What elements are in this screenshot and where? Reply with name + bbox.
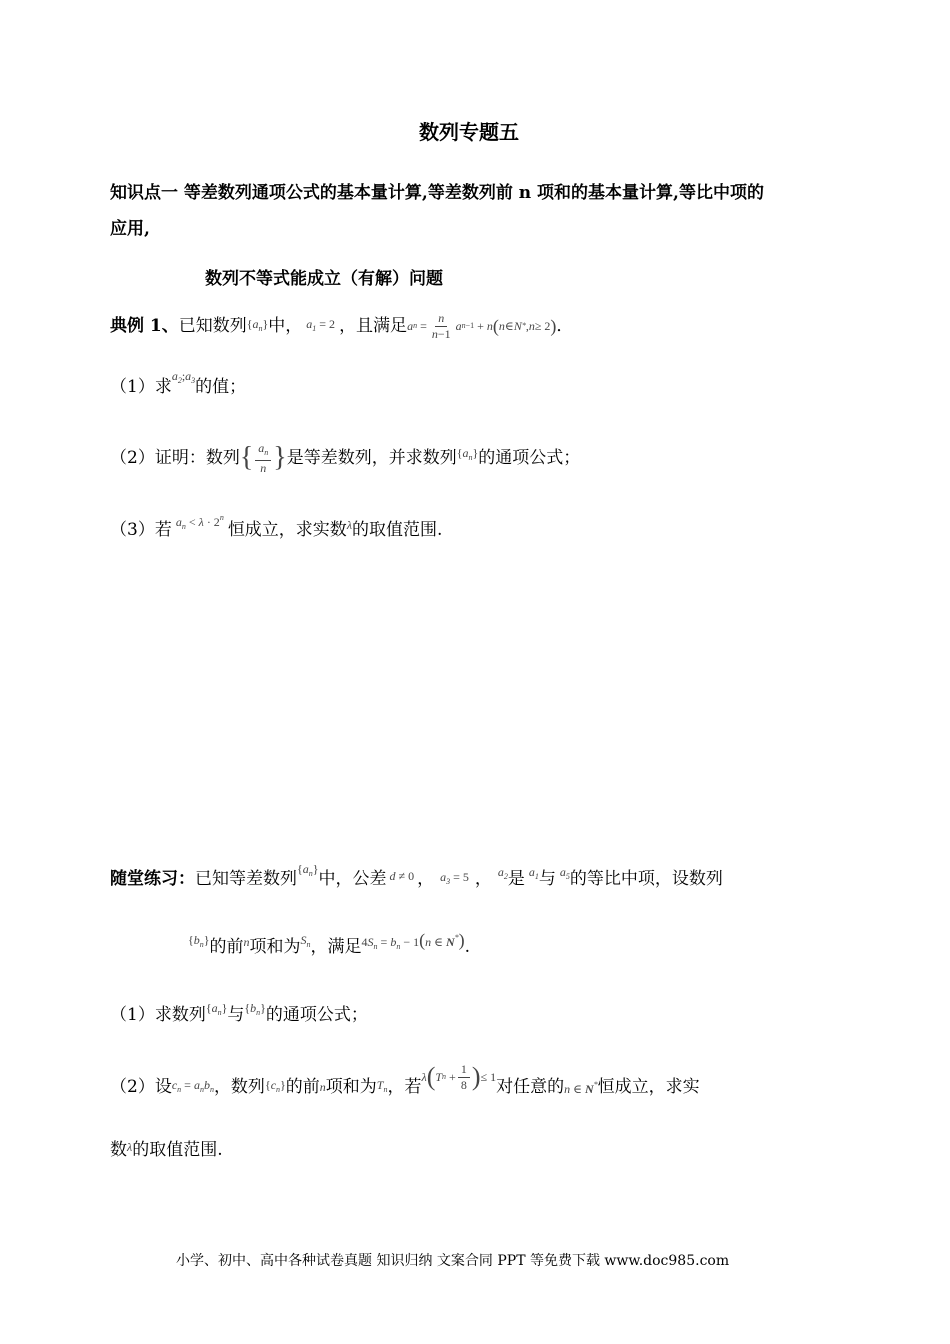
practice-text: 的前 (209, 937, 244, 957)
practice-text: 中，公差 (318, 869, 387, 889)
example1-text: 中， (268, 316, 303, 336)
practice-statement (110, 861, 723, 894)
question-text: 恒成立，求实 (597, 1077, 700, 1097)
formula-cn-eq-anbn: $c_n = a_nb_n$ (171, 1077, 214, 1094)
example1-text: 已知数列 (178, 316, 247, 336)
formula-4sn-eq-bn-minus-1: $4S_n = b_n - 1(n$ ∈ N*) (361, 929, 465, 951)
formula-seq-an: $\{a_n\}$ (456, 445, 479, 462)
formula-a1: $a_1$ (528, 864, 539, 881)
formula-an-lt-lambda-2n: $a_n < \lambda \cdot 2^n$ (175, 512, 224, 531)
example1-statement (110, 310, 573, 342)
formula-seq-an: $\{a_n\}$ (246, 316, 269, 333)
formula-tn: $T_n$ (376, 1077, 388, 1094)
knowledge-point-line1: 知识点一 等差数列通项公式的基本量计算,等差数列前 n 项和的基本量计算,等比中项的 (110, 183, 764, 203)
example1-question3 (110, 512, 443, 544)
question-text: 对任意的 (496, 1077, 565, 1097)
formula-seq-an: $\{a_n\}$ (205, 1000, 228, 1017)
practice-question1 (110, 1000, 368, 1030)
question-text: 项和为 (325, 1077, 377, 1097)
example1-text: ，且满足 (339, 316, 408, 336)
practice-question2-line2 (110, 1138, 223, 1162)
formula-a5: $a_5$ (559, 864, 570, 881)
question-text: ，数列 (213, 1077, 265, 1097)
practice-text: 已知等差数列 (195, 869, 297, 889)
question-text: 恒成立，求实数 (227, 520, 347, 540)
question-text: 是等差数列，并求数列 (286, 448, 457, 468)
formula-a3-eq-5: $a_3 = 5$ (440, 869, 469, 886)
formula-lambda: λ (127, 1140, 133, 1154)
practice-text: . (464, 937, 471, 957)
question-text: 数 (110, 1140, 127, 1160)
question-text: 的前 (285, 1077, 320, 1097)
practice-text: ， (417, 869, 435, 889)
question-text: ，若 (387, 1077, 422, 1097)
formula-lambda: λ (346, 518, 353, 532)
question-text: 的取值范围. (352, 520, 443, 540)
formula-n-in-N-star: n ∈ N* (564, 1080, 598, 1096)
formula-a1-eq-2: $a_1 = 2$ (306, 316, 336, 333)
practice-text: ， (474, 869, 492, 889)
formula-seq-bn: $\{b_n\}$ (188, 932, 210, 949)
example1-text: ． (556, 316, 574, 336)
practice-text: 与 (538, 869, 556, 889)
question-text: 的取值范围. (132, 1140, 223, 1160)
question-text: （1）求数列 (110, 1005, 206, 1025)
practice-text: 的等比中项，设数列 (569, 869, 723, 889)
page-title: 数列专题五 (419, 120, 519, 144)
formula-seq-an-over-n: { $\frac{a_n}{n}$ } (239, 440, 287, 475)
formula-a2-a3: $a_2;a_3$ (171, 369, 196, 385)
formula-d-ne-0: d ≠ 0 (389, 869, 415, 883)
question-text: （2）证明：数列 (110, 448, 240, 468)
practice-label: 随堂练习： (110, 869, 195, 889)
question-text: 的通项公式； (265, 1005, 368, 1025)
formula-recurrence: a n = $\frac{n}{n-1}$ a n−1 + n ( n ∈ N * , n ≥ 2 ) (407, 310, 557, 341)
question-text: 的值； (195, 376, 247, 397)
question-text: 的通项公式； (478, 448, 581, 468)
question-text: （2）设 (110, 1077, 172, 1097)
formula-seq-cn: $\{c_n\}$ (264, 1077, 286, 1094)
knowledge-point-line3: 数列不等式能成立（有解）问题 (205, 269, 443, 289)
practice-text: 项和为 (249, 937, 301, 957)
page-footer: 小学、初中、高中各种试卷真题 知识归纳 文案合同 PPT 等免费下载 www.doc985.com (176, 1253, 730, 1269)
formula-lambda-tn-inequality: λ ( T n + $\frac{1}{8}$ ) ≤ 1 (421, 1061, 497, 1092)
example1-label: 典例 1、 (110, 316, 179, 336)
knowledge-point-line2: 应用, (110, 219, 150, 239)
practice-question2 (110, 1062, 700, 1112)
formula-seq-bn: $\{b_n\}$ (244, 1000, 266, 1017)
formula-seq-an: $\{a_n\}$ (297, 861, 319, 878)
formula-sn: $S_n$ (300, 932, 311, 949)
practice-statement-line2 (188, 929, 471, 962)
practice-text: ，满足 (310, 937, 362, 957)
question-text: （1）求 (110, 376, 172, 397)
question-text: （3）若 (110, 520, 172, 540)
practice-text: 是 (507, 869, 525, 889)
example1-question1 (110, 369, 247, 401)
example1-question2 (110, 428, 580, 488)
formula-a2: $a_2$ (497, 864, 508, 881)
formula-n: n (243, 935, 250, 949)
formula-n: n (319, 1080, 326, 1094)
question-text: 与 (227, 1005, 245, 1025)
